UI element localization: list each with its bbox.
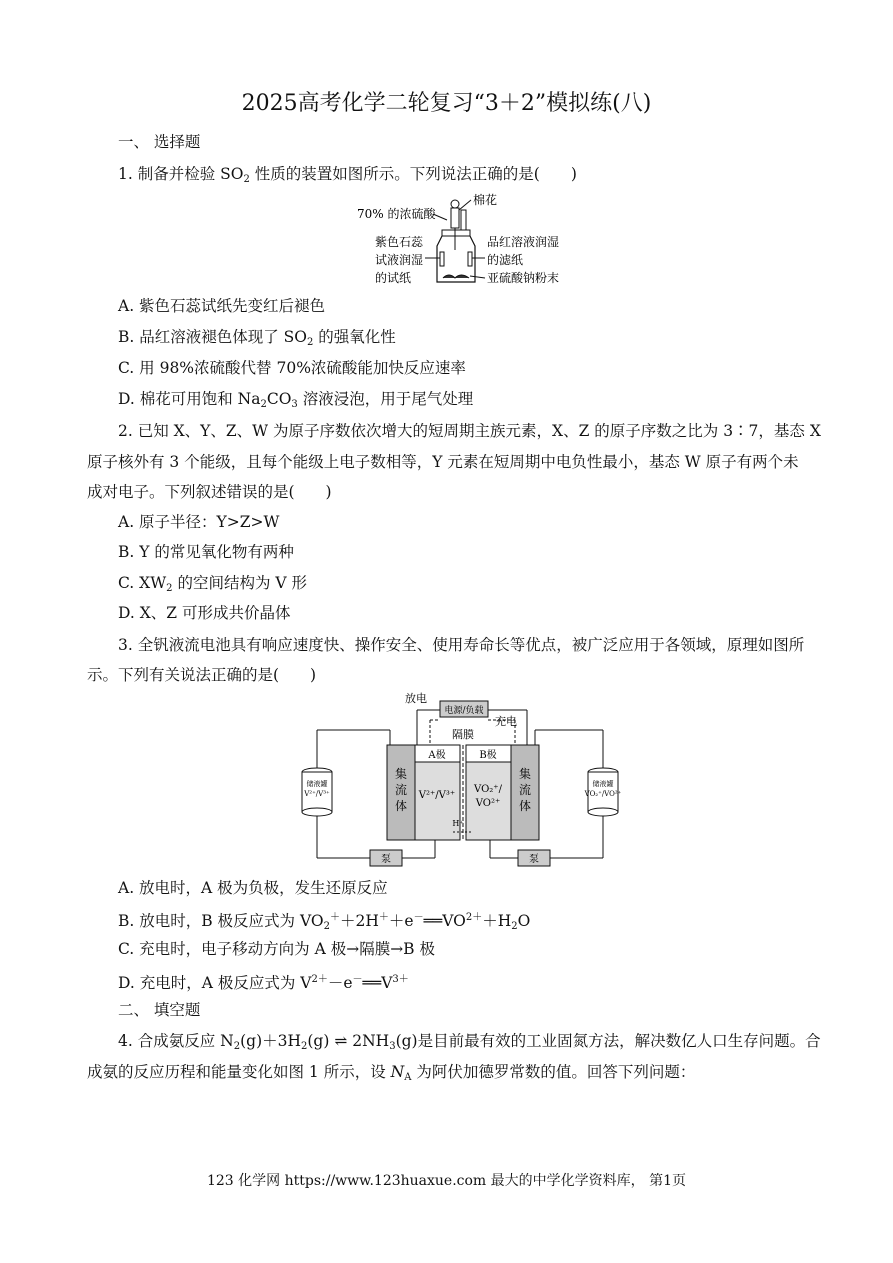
page-footer: 123 化学网 https://www.123huaxue.com 最大的中学化学资料库， 第1页 [206,1173,687,1189]
q3-option-a: A. 放电时，A 极为负极，发生还原反应 [118,879,388,897]
svg-text:流: 流 [518,783,532,797]
q2-option-b: B. Y 的常见氧化物有两种 [118,543,294,561]
label-electrode-a: A极 [428,750,446,761]
label-charge: 充电 [495,715,517,728]
svg-text:流: 流 [394,783,408,797]
svg-text:泵: 泵 [529,854,539,865]
section-heading-choice: 一、 选择题 [118,133,201,151]
svg-text:体: 体 [518,799,532,813]
label-right-solution-1: VO₂⁺/ [474,784,502,795]
svg-text:集: 集 [518,767,532,781]
label-litmus-3: 的试纸 [375,271,412,285]
label-litmus-2: 试液润湿 [375,253,424,267]
question-3-line-1: 3. 全钒液流电池具有响应速度快、操作安全、使用寿命长等优点，被广泛应用于各领域，原理如图所 [118,636,805,654]
label-electrode-b: B极 [479,750,497,761]
question-3-line-2: 示。下列有关说法正确的是( ) [87,666,317,684]
svg-text:V²⁺/V³⁺: V²⁺/V³⁺ [304,790,330,798]
svg-text:集: 集 [394,767,408,781]
q1-option-a: A. 紫色石蕊试纸先变红后褪色 [118,297,326,315]
label-membrane: 隔膜 [452,728,474,741]
q1-option-c: C. 用 98%浓硫酸代替 70%浓硫酸能加快反应速率 [118,359,466,377]
label-magenta-1: 品红溶液润湿 [487,235,560,249]
label-hplus: H⁺ [452,819,464,828]
question-4-line-1: 4. 合成氨反应 $N_2(g)+3H_2(g)$ ⇌ $2NH_3(g)$是目前最有效的工业固氮方法，解决数亿人口生存问题。合 [118,1032,821,1052]
label-acid: 70% 的浓硫酸 [357,207,436,221]
question-2-line-2: 原子核外有 3 个能级，且每个能级上电子数相等，Y 元素在短周期中电负性最小，基态 W 原子有两个未 [87,453,799,471]
label-cotton: 棉花 [473,193,498,207]
q2-option-c: C. $XW_2$ 的空间结构为 V 形 [118,574,307,594]
q3-option-d: D. 充电时，A 极反应式为 $V^{2+}-e^-══V^{3+}$ [118,974,409,992]
label-left-solution: V²⁺/V³⁺ [418,790,456,801]
q2-option-d: D. X、Z 可形成共价晶体 [118,604,291,622]
q3-option-b: B. 放电时，B 极反应式为 $VO_2^++2H^++e^-══VO^{2+}+H_2O$ [118,912,531,932]
svg-text:储液罐: 储液罐 [306,780,328,788]
page-title: 2025高考化学二轮复习“3＋2”模拟练(八) [241,91,652,116]
label-magenta-2: 的滤纸 [487,253,524,267]
question-2-line-1: 2. 已知 X、Y、Z、W 为原子序数依次增大的短周期主族元素，X、Z 的原子序数之比为 3∶7，基态 X [118,422,821,440]
svg-text:储液罐: 储液罐 [592,780,614,788]
svg-text:体: 体 [394,799,408,813]
label-right-solution-2: VO²⁺ [475,798,501,809]
q2-option-a: A. 原子半径：Y>Z>W [118,513,280,531]
question-4-line-2: 成氨的反应历程和能量变化如图 1 所示，设 $N_A$ 为阿伏加德罗常数的值。回答下列问题： [87,1063,696,1083]
question-2-line-3: 成对电子。下列叙述错误的是( ) [87,483,332,501]
label-power-load: 电源/负载 [444,706,484,716]
q1-option-d: D. 棉花可用饱和 $Na_2CO_3$ 溶液浸泡，用于尾气处理 [118,390,474,410]
so2-apparatus-diagram [345,190,585,290]
label-na2so3: 亚硫酸钠粉末 [487,271,560,285]
svg-text:VO₂⁺/VO²⁺: VO₂⁺/VO²⁺ [584,790,622,798]
label-litmus-1: 紫色石蕊 [375,235,424,249]
question-1-stem: 1. 制备并检验 $SO_2$ 性质的装置如图所示。下列说法正确的是( ) [118,165,577,185]
label-discharge: 放电 [405,692,427,705]
vanadium-battery-diagram [295,690,625,870]
svg-text:泵: 泵 [381,854,391,865]
section-heading-fill: 二、 填空题 [118,1001,201,1019]
q3-option-c: C. 充电时，电子移动方向为 A 极→隔膜→B 极 [118,940,436,958]
q1-option-b: B. 品红溶液褪色体现了 $SO_2$ 的强氧化性 [118,328,396,348]
